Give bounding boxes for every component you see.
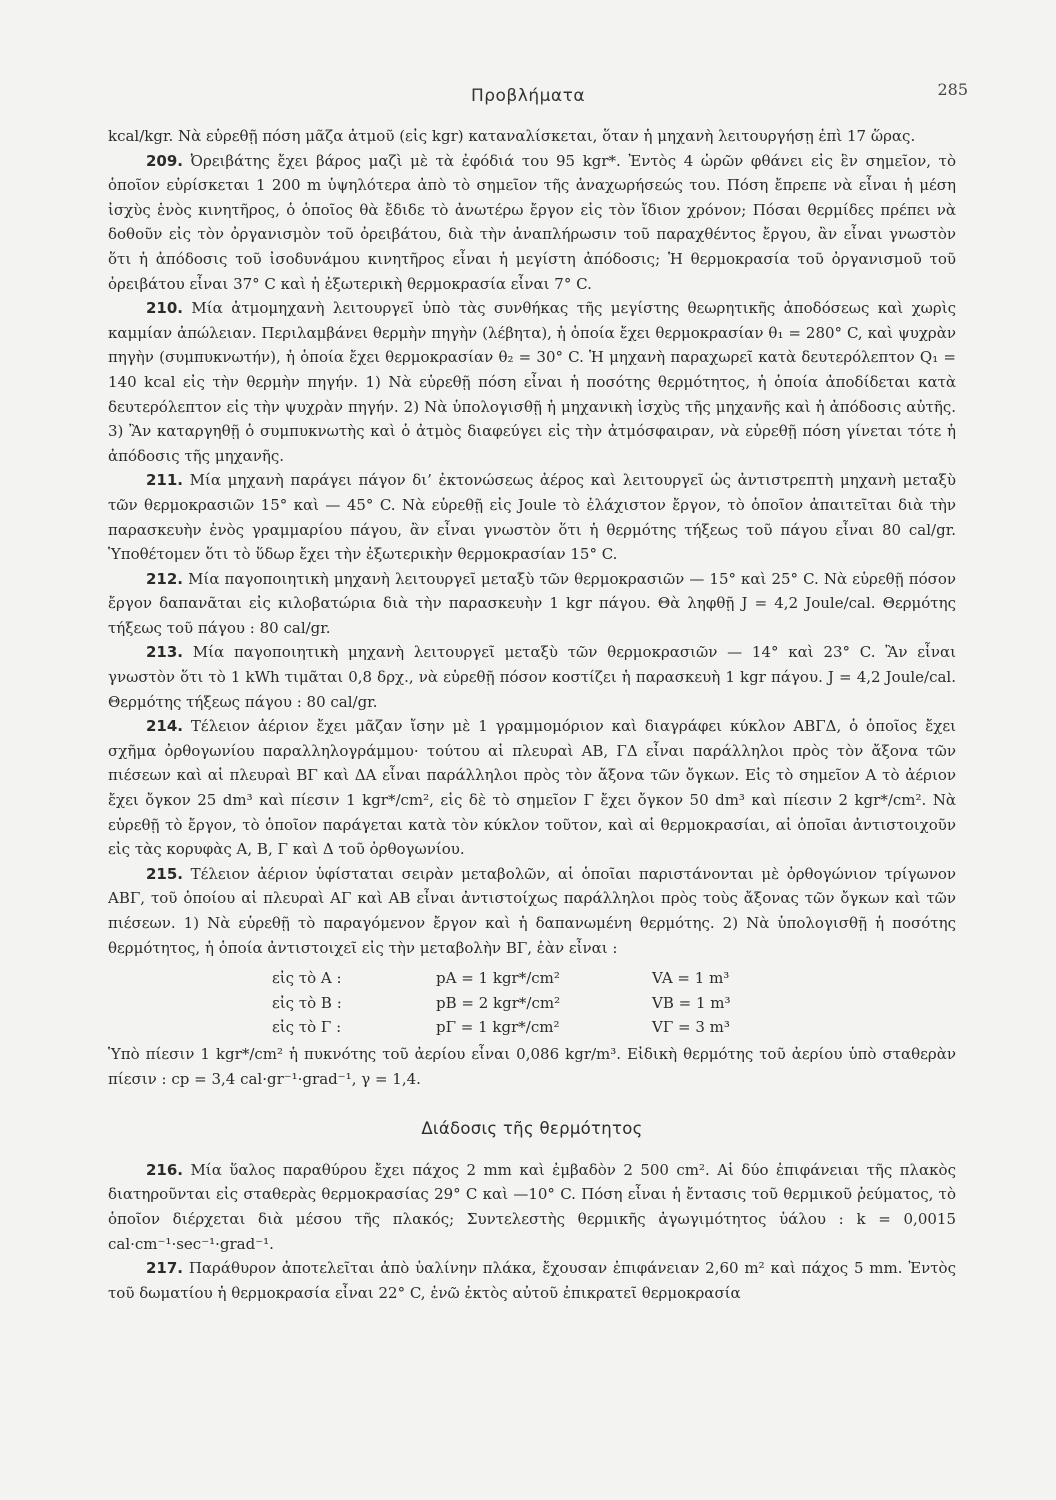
problem-number: 215. [146,864,184,883]
pressure-value: pΓ = 1 kgr*/cm² [436,1018,560,1037]
problem-text: Παράθυρον ἀποτελεῖται ἀπὸ ὑαλίνην πλάκα, ἔχουσαν ἐπιφάνειαν 2,60 m² καὶ πάχος 5 mm. Ἐντὸς τοῦ δωματίου ἡ θερμοκρασία εἶναι 22° C, ἐνῶ ἐκτὸς αὐτοῦ ἐπικρατεῖ θερμοκρασία [108,1259,956,1302]
volume-value: VΓ = 3 m³ [652,1018,730,1037]
problem-number: 214. [146,717,184,736]
table-row [108,1015,731,1040]
problem-212 [108,567,956,641]
page-body [108,124,956,1305]
volume-value: VB = 1 m³ [652,993,731,1012]
problem-217 [108,1256,956,1305]
point-label: εἰς τὸ Β : [272,993,342,1012]
pressure-value: pA = 1 kgr*/cm² [436,969,560,988]
problem-text: Μία ἀτμομηχανὴ λειτουργεῖ ὑπὸ τὰς συνθήκας τῆς μεγίστης θεωρητικῆς ἀποδόσεως καὶ χωρὶς καμμίαν ἀπώλειαν. Περιλαμβάνει θερμὴν πηγὴν (λέβητα), ἡ ὁποία ἔχει θερμοκρασίαν θ₁ = 280° C, καὶ ψυχρὰν πηγὴν (συμπυκνωτήν), ἡ ὁποία ἔχει θερμοκρασίαν θ₂ = 30° C. Ἡ μηχανὴ παραχωρεῖ κατὰ δευτερόλεπτον Q₁ = 140 kcal εἰς τὴν θερμὴν πηγήν. 1) Νὰ εὑρεθῇ πόση εἶναι ἡ ποσότης θερμότητος, ἡ ὁποία ἀποδίδεται κατὰ δευτερόλεπτον εἰς τὴν ψυχρὰν πηγήν. 2) Νὰ ὑπολογισθῇ ἡ μηχανικὴ ἰσχὺς τῆς μηχανῆς καὶ ἡ ἀπόδοσις αὐτῆς. 3) Ἂν καταργηθῇ ὁ συμπυκνωτὴς καὶ ὁ ἀτμὸς διαφεύγει εἰς τὴν ἀτμόσφαιραν, νὰ εὑρεθῇ πόση γίνεται τότε ἡ ἀπόδοσις τῆς μηχανῆς. [108,299,956,465]
table-row [108,991,731,1016]
problem-215-continuation: Ὑπὸ πίεσιν 1 kgr*/cm² ἡ πυκνότης τοῦ ἀερίου εἶναι 0,086 kgr/m³. Εἰδικὴ θερμότης τοῦ ἀερίου ὑπὸ σταθερὰν πίεσιν : cp = 3,4 cal·gr⁻¹·grad⁻¹, γ = 1,4. [108,1044,956,1088]
problem-209 [108,149,956,297]
problem-number: 213. [146,643,184,662]
problem-number: 216. [146,1160,184,1179]
pressure-value: pB = 2 kgr*/cm² [436,993,561,1012]
problem-text: Τέλειον ἀέριον ὑφίσταται σειρὰν μεταβολῶν, αἱ ὁποῖαι παριστάνονται μὲ ὀρθογώνιον τρίγωνον ΑΒΓ, τοῦ ὁποίου αἱ πλευραὶ ΑΓ καὶ ΑΒ εἶναι ἀντιστοίχως παράλληλοι πρὸς τοὺς ἄξονας τῶν ὄγκων καὶ τῶν πιέσεων. 1) Νὰ εὑρεθῇ τὸ παραγόμενον ἔργον καὶ ἡ δαπανωμένη θερμότης. 2) Νὰ ὑπολογισθῇ ἡ ποσότης θερμότητος, ἡ ὁποία ἀντιστοιχεῖ εἰς τὴν μεταβολὴν ΒΓ, ἐὰν εἶναι : [108,864,956,957]
problem-number: 210. [146,299,184,318]
section-heading: Διάδοσις τῆς θερμότητος [421,1119,643,1139]
problem-211 [108,468,956,566]
point-label: εἰς τὸ Α : [272,969,342,988]
page-number: 285 [937,80,968,99]
problem-215-values-table [108,966,731,1040]
table-row [108,966,731,991]
problem-number: 209. [146,151,184,170]
problem-214 [108,714,956,862]
problem-210 [108,296,956,468]
problem-text: Τέλειον ἀέριον ἔχει μᾶζαν ἴσην μὲ 1 γραμμομόριον καὶ διαγράφει κύκλον ΑΒΓΔ, ὁ ὁποῖος ἔχει σχῆμα ὀρθογωνίου παραλληλογράμμου· τούτου αἱ πλευραὶ ΑΒ, ΓΔ εἶναι παράλληλοι πρὸς τὸν ἄξονα τῶν πιέσεων καὶ αἱ πλευραὶ ΒΓ καὶ ΔΑ εἶναι παράλληλοι πρὸς τὸν ἄξονα τῶν ὄγκων. Εἰς τὸ σημεῖον Α τὸ ἀέριον ἔχει ὄγκον 25 dm³ καὶ πίεσιν 1 kgr*/cm², εἰς δὲ τὸ σημεῖον Γ ἔχει ὄγκον 50 dm³ καὶ πίεσιν 2 kgr*/cm². Νὰ εὑρεθῇ τὸ ἔργον, τὸ ὁποῖον παράγεται κατὰ τὸν κύκλον τοῦτον, καὶ αἱ θερμοκρασίαι, αἱ ὁποῖαι ἀντιστοιχοῦν εἰς τὰς κορυφὰς Α, Β, Γ καὶ Δ τοῦ ὀρθογωνίου. [108,717,956,859]
problem-text: Μία ὕαλος παραθύρου ἔχει πάχος 2 mm καὶ ἐμβαδὸν 2 500 cm². Αἱ δύο ἐπιφάνειαι τῆς πλακὸς διατηροῦνται εἰς σταθερὰς θερμοκρασίας 29° C καὶ —10° C. Πόση εἶναι ἡ ἔντασις τοῦ θερμικοῦ ῥεύματος, τὸ ὁποῖον διέρχεται διὰ μέσου τῆς πλακός; Συντελεστὴς θερμικῆς ἀγωγιμότητος ὑάλου : k = 0,0015 cal·cm⁻¹·sec⁻¹·grad⁻¹. [108,1160,956,1253]
problem-text: Μία παγοποιητικὴ μηχανὴ λειτουργεῖ μεταξὺ τῶν θερμοκρασιῶν — 14° καὶ 23° C. Ἂν εἶναι γνωστὸν ὅτι τὸ 1 kWh τιμᾶται 0,8 δρχ., νὰ εὑρεθῇ πόσον κοστίζει ἡ παρασκευὴ 1 kgr πάγου. J = 4,2 Joule/cal. Θερμότης τήξεως πάγου : 80 cal/gr. [108,643,956,711]
volume-value: VA = 1 m³ [652,969,730,988]
problem-number: 211. [146,471,184,490]
problem-text: Μία παγοποιητικὴ μηχανὴ λειτουργεῖ μεταξὺ τῶν θερμοκρασιῶν — 15° καὶ 25° C. Νὰ εὑρεθῇ πόσον ἔργον δαπανᾶται εἰς κιλοβατώρια διὰ τὴν παρασκευὴν 1 kgr πάγου. Θὰ ληφθῇ J = 4,2 Joule/cal. Θερμότης τήξεως τοῦ πάγου : 80 cal/gr. [108,569,956,637]
problem-text: Μία μηχανὴ παράγει πάγον δι’ ἐκτονώσεως ἀέρος καὶ λειτουργεῖ ὡς ἀντιστρεπτὴ μηχανὴ μεταξὺ τῶν θερμοκρασιῶν 15° καὶ — 45° C. Νὰ εὑρεθῇ εἰς Joule τὸ ἐλάχιστον ἔργον, τὸ ὁποῖον ἀπαιτεῖται διὰ τὴν παρασκευὴν ἑνὸς γραμμαρίου πάγου, ἂν εἶναι γνωστὸν ὅτι ἡ θερμότης τήξεως τοῦ πάγου εἶναι 80 cal/gr. Ὑποθέτομεν ὅτι τὸ ὕδωρ ἔχει τὴν ἐξωτερικὴν θερμοκρασίαν 15° C. [108,471,956,564]
problem-number: 212. [146,569,184,588]
problem-216 [108,1158,956,1256]
problem-text: Ὀρειβάτης ἔχει βάρος μαζὶ μὲ τὰ ἐφόδιά του 95 kgr*. Ἐντὸς 4 ὡρῶν φθάνει εἰς ἓν σημεῖον, τὸ ὁποῖον εὑρίσκεται 1 200 m ὑψηλότερα ἀπὸ τὸ σημεῖον τῆς ἀναχωρήσεώς του. Πόση ἔπρεπε νὰ εἶναι ἡ μέση ἰσχὺς ἑνὸς κινητῆρος, ὁ ὁποῖος θὰ ἔδιδε τὸ ἀνωτέρω ἔργον εἰς τὸν ἴδιον χρόνον; Πόσαι θερμίδες πρέπει νὰ δοθοῦν εἰς τὸν ὀργανισμὸν τοῦ ὀρειβάτου, διὰ τὴν ἀναπλήρωσιν τοῦ παραχθέντος ἔργου, ἂν εἶναι γνωστὸν ὅτι ἡ ἀπόδοσις τοῦ ἰσοδυνάμου κινητῆρος εἶναι ἡ μεγίστη ἀπόδοσις; Ἡ θερμοκρασία τοῦ ὀργανισμοῦ τοῦ ὀρειβάτου εἶναι 37° C καὶ ἡ ἐξωτερικὴ θερμοκρασία εἶναι 7° C. [108,151,956,293]
problem-215 [108,862,956,960]
continuation-paragraph: kcal/kgr. Νὰ εὑρεθῇ πόση μᾶζα ἀτμοῦ (εἰς kgr) καταναλίσκεται, ὅταν ἡ μηχανὴ λειτουργήσῃ ἐπὶ 17 ὥρας. [108,127,916,145]
running-head-title: Προβλήματα [470,86,586,106]
problem-number: 217. [146,1259,184,1278]
point-label: εἰς τὸ Γ : [272,1018,342,1037]
problem-213 [108,640,956,714]
